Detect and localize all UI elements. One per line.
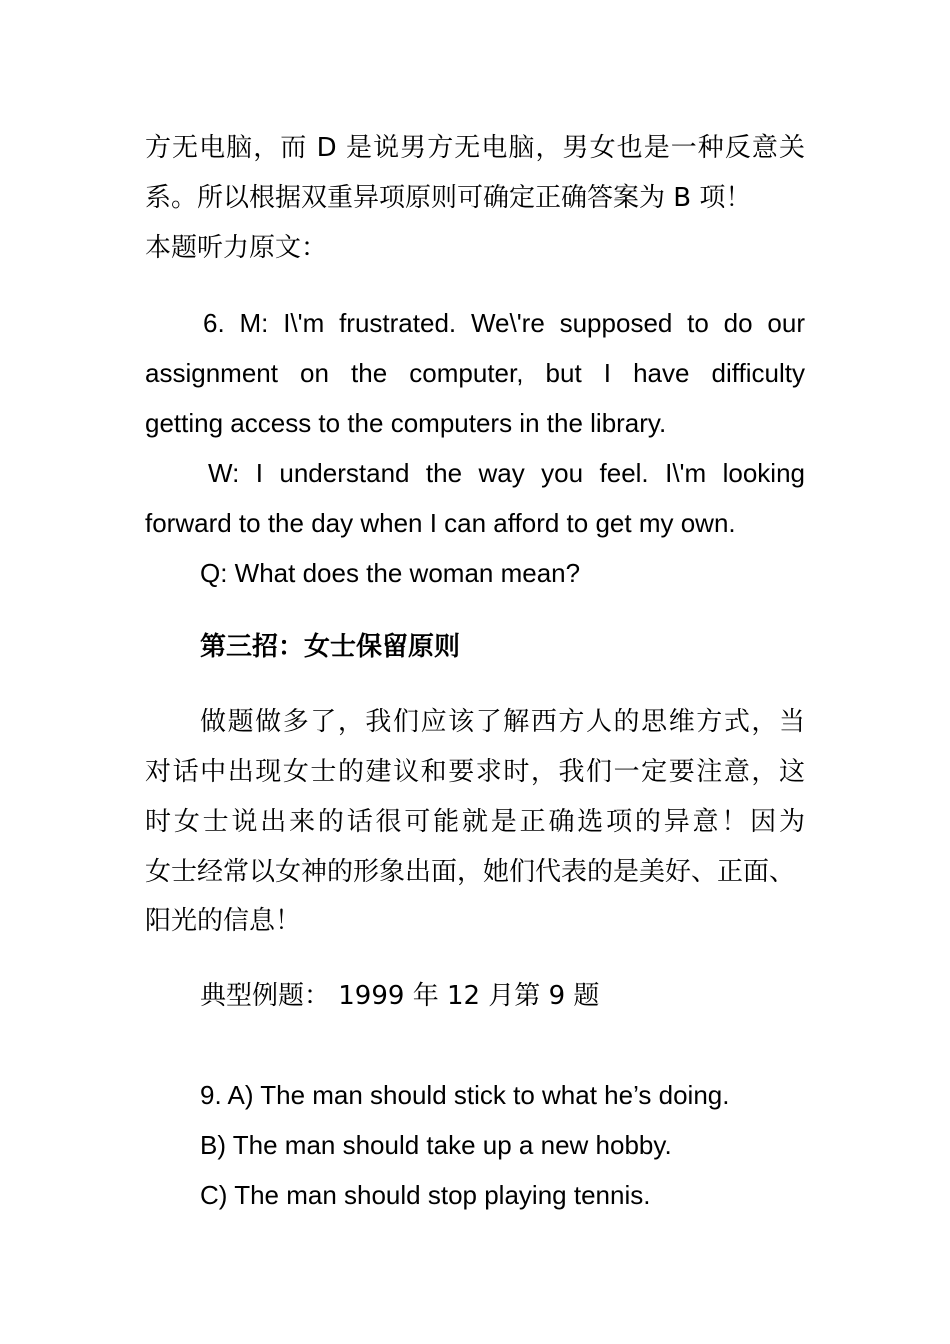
transcript-man-line: 6. M: I\'m frustrated. We\'re supposed to do our xyxy=(203,308,805,338)
transcript-woman-line: forward to the day when I can afford to get my own. xyxy=(145,508,736,538)
option-c: C) The man should stop playing tennis. xyxy=(200,1180,651,1210)
paragraph-line: 方无电脑，而 D 是说男方无电脑，男女也是一种反意关 xyxy=(145,133,805,163)
transcript-label: 本题听力原文： xyxy=(145,233,328,263)
paragraph-line: 时女士说出来的话很可能就是正确选项的异意！因为 xyxy=(145,807,805,837)
transcript-question: Q: What does the woman mean? xyxy=(200,558,581,588)
transcript-woman-line: W: I understand the way you feel. I\'m looking xyxy=(208,458,805,488)
option-b: B) The man should take up a new hobby. xyxy=(200,1130,672,1160)
paragraph-line: 系。所以根据双重异项原则可确定正确答案为 B 项！ xyxy=(145,183,752,213)
paragraph-line: 阳光的信息！ xyxy=(145,906,302,936)
transcript-man-line: getting access to the computers in the library. xyxy=(145,408,667,438)
paragraph-line: 女士经常以女神的形象出面，她们代表的是美好、正面、 xyxy=(145,857,796,887)
option-a: 9. A) The man should stick to what he’s doing. xyxy=(200,1080,730,1110)
section-heading: 第三招：女士保留原则 xyxy=(200,632,461,662)
paragraph-line: 对话中出现女士的建议和要求时，我们一定要注意，这 xyxy=(145,757,805,787)
transcript-man-line: assignment on the computer, but I have difficulty xyxy=(145,358,805,388)
example-label: 典型例题： 1999 年 12 月第 9 题 xyxy=(200,981,600,1011)
paragraph-line: 做题做多了，我们应该了解西方人的思维方式，当 xyxy=(200,707,805,737)
